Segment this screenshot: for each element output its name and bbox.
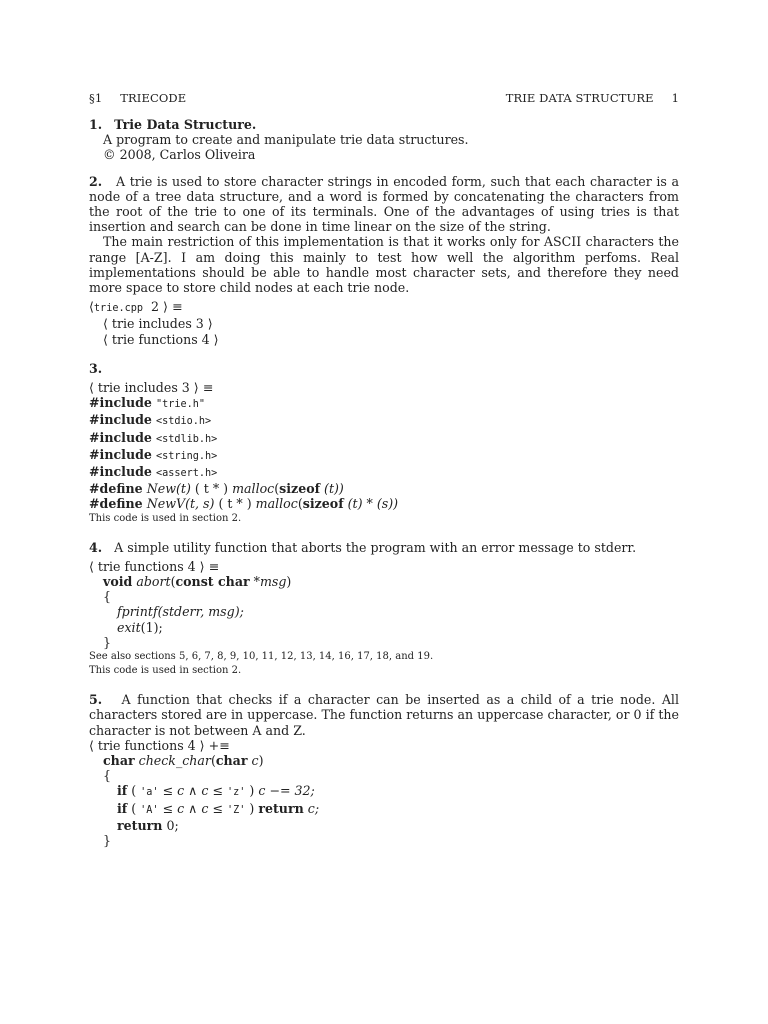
code-line-abort-signature: void abort(const char *msg) [103,574,292,590]
check-char-function-code [89,738,679,848]
code-def-trie-functions: ⟨ trie functions 4 ⟩ ≡ [89,558,220,574]
code-line-exit: exit(1); [117,619,163,635]
section-5-text: 5. A function that checks if a character can be inserted as a child of a trie node. All characters stored are in uppercase. The function returns an uppercase character, or 0 if the character is not between A and Z. [89,692,679,738]
header-left [89,91,186,106]
section-5 [89,692,679,848]
section-1-description: A program to create and manipulate trie data structures. [103,132,469,148]
section-4-see-also: See also sections 5, 6, 7, 8, 9, 10, 11, 12, 13, 14, 16, 17, 18, and 19. [89,651,434,663]
section-3-heading: 3. [89,360,103,376]
header-right [506,91,679,106]
section-3 [89,361,679,526]
code-line-include-assert: #include <assert.h> [89,464,218,480]
header-right-title: TRIE DATA STRUCTURE [505,91,654,105]
section-1 [89,117,679,163]
code-line-define-new: #define New(t) ( t * ) malloc(sizeof (t)) [89,481,344,497]
trie-includes-code [89,380,679,512]
section-2-paragraph-1: 2. A trie is used to store character strings in encoded form, such that each character is a node of a tree data structure, and a word is formed by concatenating the characters from the root of the trie to one of its terminals. One of the advantages of using tries is that insertion and search can be done in time linear on the size of the string. [89,173,679,235]
abort-function-code [89,559,679,650]
code-line-if-lowercase: if ( 'a' ≤ c ∧ c ≤ 'z' ) c −= 32; [117,783,315,799]
section-4-used-note: This code is used in section 2. [89,665,242,677]
code-line-open-brace: { [103,768,112,784]
code-line-include-trie: #include "trie.h" [89,395,206,411]
code-line-define-newv: #define NewV(t, s) ( t * ) malloc(sizeof (t) * (s)) [89,496,399,512]
trie-cpp-definition [89,299,679,347]
header-left-title: TRIECODE [120,91,187,105]
code-line-return-zero: return 0; [117,817,179,833]
code-line-close-brace: } [103,634,112,650]
header-section-mark: §1 [89,91,103,105]
code-line-if-uppercase: if ( 'A' ≤ c ∧ c ≤ 'Z' ) return c; [117,800,320,816]
page-number: 1 [671,91,679,105]
code-line-close-brace: } [103,832,112,848]
code-def-trie-includes: ⟨ trie includes 3 ⟩ ≡ [89,380,214,396]
code-line-include-string: #include <string.h> [89,446,218,462]
running-header [89,88,679,108]
section-4-text: 4. A simple utility function that aborts the program with an error message to stderr. [89,539,637,555]
section-3-used-note: This code is used in section 2. [89,512,242,524]
section-2 [89,174,679,347]
code-ref-trie-functions: ⟨ trie functions 4 ⟩ [103,331,219,347]
section-1-copyright: © 2008, Carlos Oliveira [103,147,256,163]
code-ref-trie-includes: ⟨ trie includes 3 ⟩ [103,316,213,332]
code-line-include-stdlib: #include <stdlib.h> [89,429,218,445]
code-def-trie-cpp: ⟨trie.cpp 2 ⟩ ≡ [89,299,183,315]
code-line-open-brace: { [103,589,112,605]
section-1-title: Trie Data Structure. [114,117,257,132]
document-page [89,88,679,848]
code-line-include-stdio: #include <stdio.h> [89,412,212,428]
code-line-fprintf: fprintf(stderr, msg); [117,604,244,620]
code-def-trie-functions-append: ⟨ trie functions 4 ⟩ +≡ [89,737,230,753]
section-2-paragraph-2: The main restriction of this implementation is that it works only for ASCII characters the range [A-Z]. I am doing this mainly to test how well the algorithm perfoms. Real implementations should be able to handle most character sets, and therefore they need more space to store child nodes at each trie node. [89,234,679,296]
code-line-check-char-signature: char check_char(char c) [103,752,264,768]
section-1-heading: 1. Trie Data Structure. [89,117,257,132]
section-4 [89,540,679,678]
